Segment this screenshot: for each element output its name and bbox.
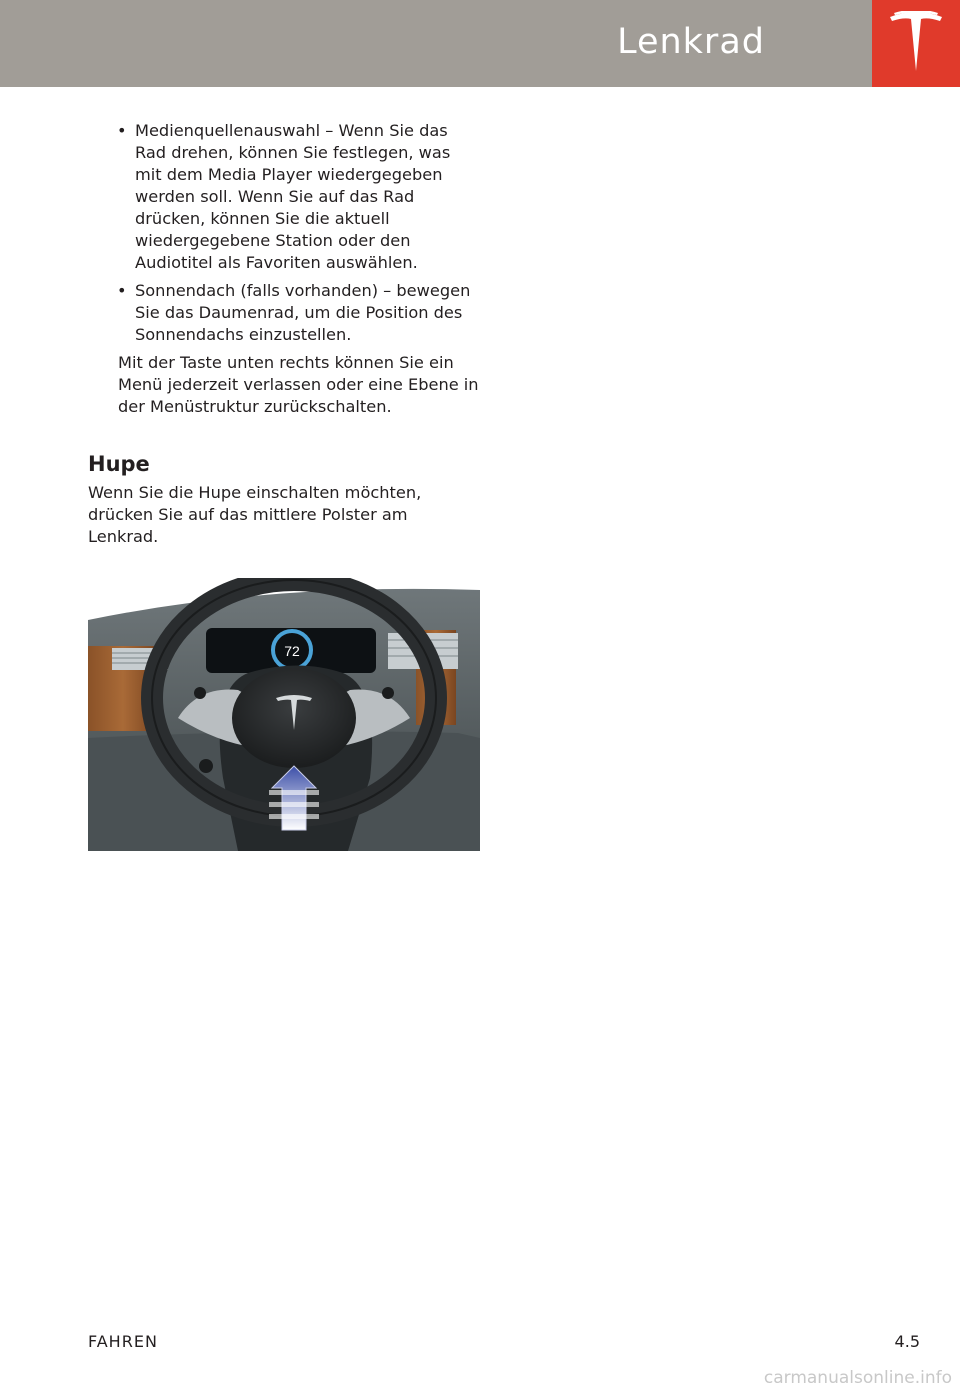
bullet-text: Sonnendach (falls vorhanden) – bewegen Sie das Daumenrad, um die Position des Sonnendachs einzustellen.: [135, 281, 471, 344]
speed-readout: 72: [284, 643, 300, 659]
list-item: • Medienquellenauswahl – Wenn Sie das Rad drehen, können Sie festlegen, was mit dem Media Player wiedergegeben werden soll. Wenn Sie auf das Rad drücken, können Sie die aktuell wiedergegebene Station oder den Audiotitel als Favoriten auswählen.: [117, 121, 451, 272]
section-text: Wenn Sie die Hupe einschalten möchten, drücken Sie auf das mittlere Polster am Lenkrad.: [88, 483, 422, 546]
steering-wheel-illustration: [88, 578, 480, 851]
tesla-logo-icon: [888, 11, 944, 73]
page-header: [0, 0, 872, 87]
paragraph: Mit der Taste unten rechts können Sie ein Menü jederzeit verlassen oder eine Ebene in der Menüstruktur zurückschalten.: [118, 353, 479, 416]
footer-section: FAHREN: [88, 1332, 158, 1351]
section-heading: Hupe: [88, 452, 150, 476]
page-number: 4.5: [894, 1332, 920, 1351]
tesla-logo: [872, 0, 960, 87]
list-item: • Sonnendach (falls vorhanden) – bewegen Sie das Daumenrad, um die Position des Sonnendachs einzustellen.: [117, 281, 471, 344]
bullet-text: Medienquellenauswahl – Wenn Sie das Rad drehen, können Sie festlegen, was mit dem Media Player wiedergegeben werden soll. Wenn Sie auf das Rad drücken, können Sie die aktuell wiedergegebene Station oder den Audiotitel als Favoriten auswählen.: [135, 121, 451, 272]
watermark: carmanualsonline.info: [763, 1368, 952, 1388]
bullet-list: [88, 120, 482, 346]
main-content: [88, 120, 482, 548]
page-title: Lenkrad: [617, 22, 765, 62]
